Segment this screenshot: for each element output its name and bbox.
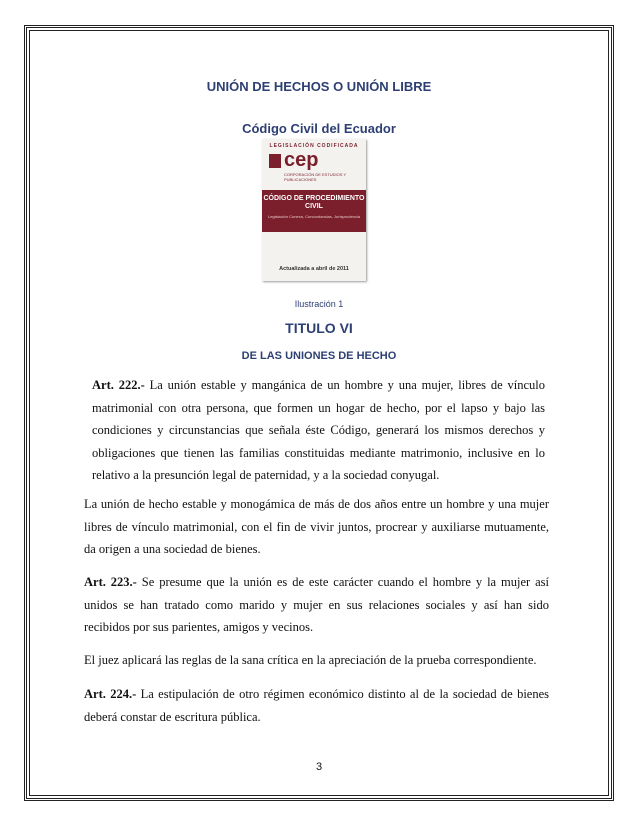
document-title: UNIÓN DE HECHOS O UNIÓN LIBRE — [206, 79, 432, 94]
paragraph-sana-critica: El juez aplicará las reglas de la sana crítica en la apreciación de la prueba correspondiente. — [84, 653, 537, 667]
section-subtitle: DE LAS UNIONES DE HECHO — [241, 350, 397, 362]
page-number: 3 — [315, 761, 323, 773]
book-cover-image — [262, 139, 366, 281]
book-subtitle: Legislación Conexa, Concordancias, Jurisprudencia — [267, 214, 361, 219]
document-subtitle: Código Civil del Ecuador — [242, 121, 396, 136]
article-223-label: Art. 223.- — [84, 575, 137, 589]
article-222-label: Art. 222.- — [92, 378, 145, 392]
article-224-label: Art. 224.- — [84, 687, 137, 701]
paragraph-union-estable: La unión de hecho estable y monogámica de más de dos años entre un hombre y una mujer libres de vínculo matrimonial, con el fin de vivir juntos, procrear y auxiliarse mutuamente, da origen a una sociedad de bienes. — [84, 497, 549, 556]
book-series-text: LEGISLACIÓN CODIFICADA — [269, 143, 359, 149]
article-224 — [84, 683, 549, 728]
article-222-text: La unión estable y mangánica de un hombre y una mujer, libres de vínculo matrimonial con otra persona, que formen un hogar de hecho, por el lapso y bajo las condiciones y circunstancias que señala éste Código, generará los mismos derechos y obligaciones que tienen las familias constituidas mediante matrimonio, inclusive en lo relativo a la presunción legal de paternidad, y a la sociedad conyugal. — [92, 378, 546, 482]
book-updated-text: Actualizada a abril de 2011 — [279, 266, 349, 272]
publisher-logo-icon — [269, 154, 281, 168]
book-title: CÓDIGO DE PROCEDIMIENTO CIVIL — [263, 195, 365, 210]
publisher-logo-text: cep — [284, 149, 319, 171]
section-title: TITULO VI — [285, 320, 353, 336]
article-224-text: La estipulación de otro régimen económico distinto al de la sociedad de bienes deberá constar de escritura pública. — [84, 687, 550, 724]
figure-caption: Ilustración 1 — [294, 299, 344, 309]
article-223 — [84, 571, 549, 639]
book-title-band — [262, 190, 366, 232]
article-222 — [92, 374, 545, 487]
article-223-text: Se presume que la unión es de este carácter cuando el hombre y la mujer así unidos se han tratado como marido y mujer en sus relaciones sociales y así han sido recibidos por sus parientes, amigos y vecinos. — [84, 575, 550, 634]
publisher-logo-subtext: CORPORACIÓN DE ESTUDIOS Y PUBLICACIONES — [284, 172, 347, 182]
